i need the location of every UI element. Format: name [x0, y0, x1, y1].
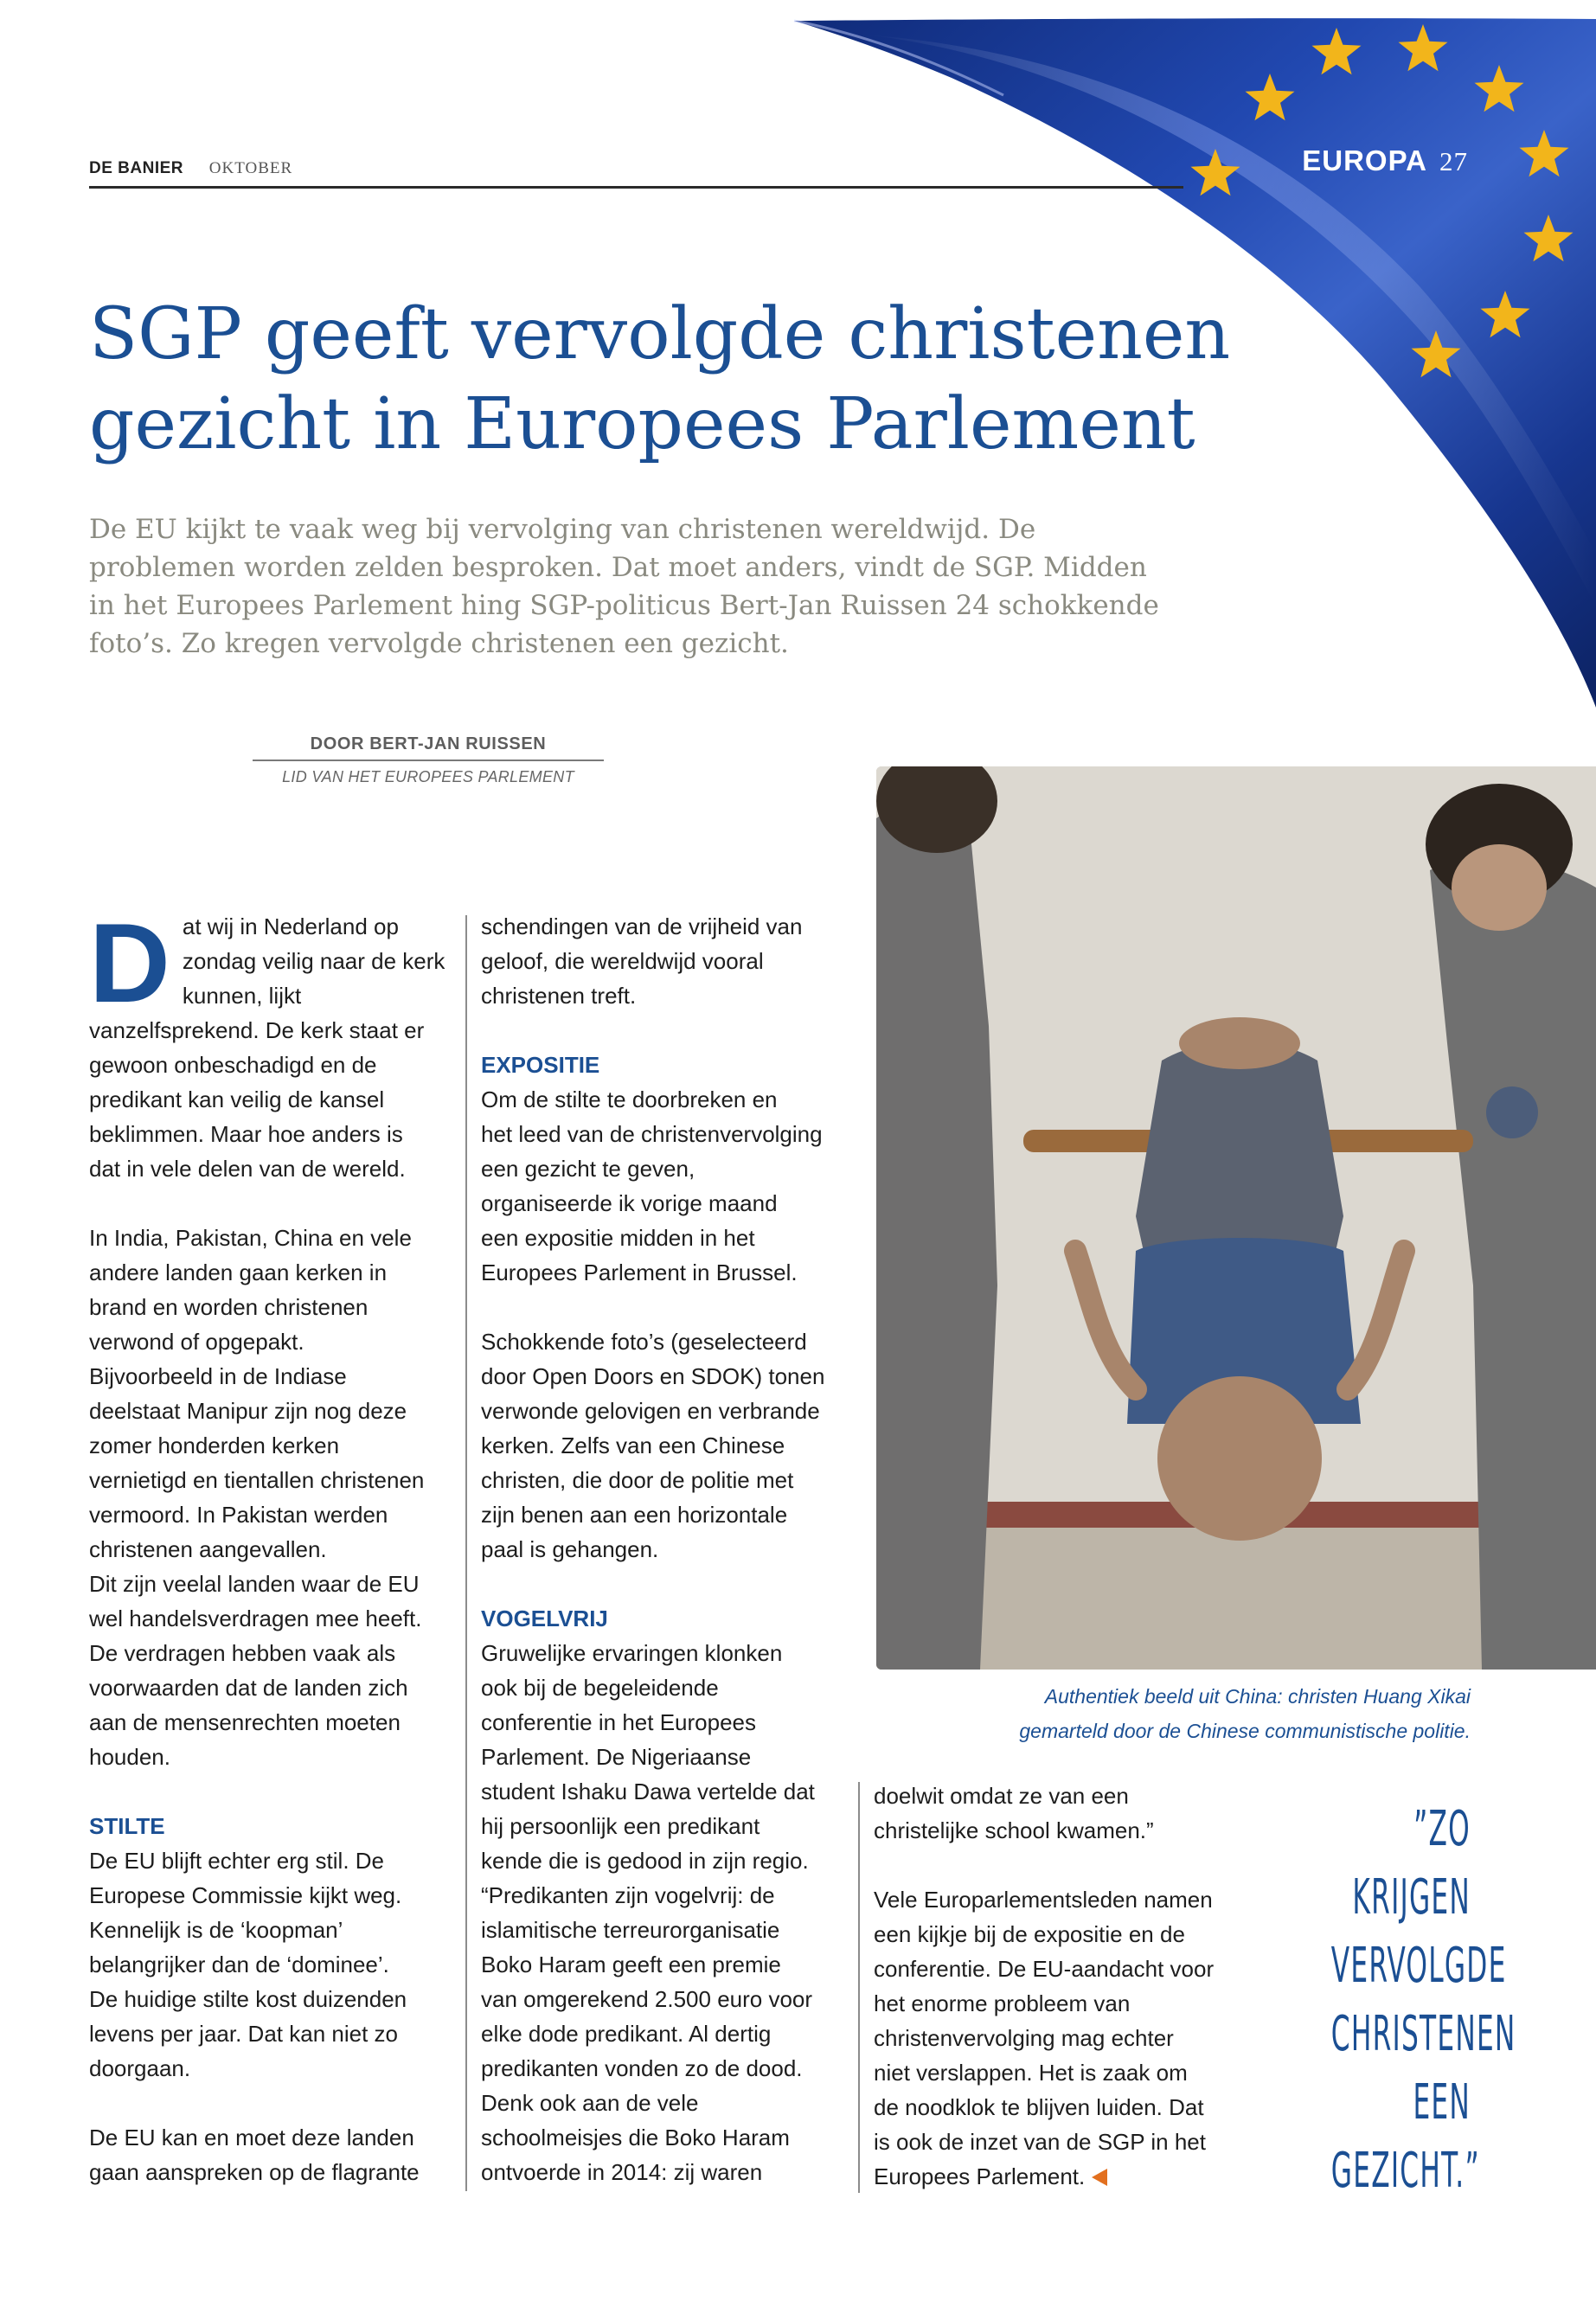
photo-caption	[876, 1679, 1471, 1748]
text-line: Vele Europarlementsleden namen	[874, 1887, 1213, 1913]
text-line: christenvervolging mag echter	[874, 2025, 1174, 2051]
running-header	[89, 159, 292, 178]
column-divider	[465, 915, 467, 2191]
intro-line: problemen worden zelden besproken. Dat moet anders, vindt de SGP. Midden	[89, 552, 1147, 583]
photo-illustration	[876, 766, 1596, 1670]
text-line: islamitische terreurorganisatie	[481, 1917, 780, 1943]
column-1	[89, 900, 452, 2189]
text-line: De verdragen hebben vaak als	[89, 1640, 396, 1666]
end-of-article-marker-icon	[1092, 2169, 1107, 2186]
text-line: schendingen van de vrijheid van	[481, 913, 803, 939]
text-line: In India, Pakistan, China en vele	[89, 1225, 412, 1251]
paragraph	[481, 1324, 844, 1567]
paragraph	[481, 1636, 844, 2189]
intro-line: De EU kijkt te vaak weg bij vervolging van christenen wereldwijd. De	[89, 514, 1036, 545]
text-line: elke dode predikant. Al dertig	[481, 2021, 772, 2047]
text-line: vernietigd en tientallen christenen	[89, 1467, 425, 1493]
pull-quote-line: GEZICHT.”	[1330, 2143, 1480, 2199]
paragraph	[89, 2120, 452, 2189]
text-line: het leed van de christenvervolging	[481, 1121, 823, 1147]
pull-quote-line: ”ZO	[1413, 1801, 1471, 1857]
text-line: De EU kan en moet deze landen	[89, 2125, 414, 2150]
text-line: voorwaarden dat de landen zich	[89, 1675, 408, 1701]
text-line: zomer honderden kerken	[89, 1433, 340, 1458]
text-line: vermoord. In Pakistan werden	[89, 1502, 388, 1528]
text-line: een expositie midden in het	[481, 1225, 755, 1251]
column-3	[874, 1779, 1241, 2194]
intro-line: foto’s. Zo kregen vervolgde christenen een gezicht.	[89, 628, 789, 659]
text-line: is ook de inzet van de SGP in het	[874, 2129, 1206, 2155]
text-line: van omgerekend 2.500 euro voor	[481, 1986, 813, 2012]
text-line: conferentie. De EU-aandacht voor	[874, 1956, 1215, 1982]
text-line: doelwit omdat ze van een	[874, 1783, 1129, 1809]
subheading-stilte: STILTE	[89, 1813, 165, 1839]
pull-quote	[1330, 1795, 1516, 2205]
text-line: Dit zijn veelal landen waar de EU	[89, 1571, 420, 1597]
text-line: conferentie in het Europees	[481, 1709, 756, 1735]
caption-line: gemarteld door de Chinese communistische politie.	[1019, 1720, 1471, 1742]
subheading-expositie: EXPOSITIE	[481, 1052, 600, 1078]
text-line: Kennelijk is de ‘koopman’	[89, 1917, 343, 1943]
text-line: houden.	[89, 1744, 170, 1770]
text-line: doorgaan.	[89, 2055, 191, 2081]
caption-line: Authentiek beeld uit China: christen Huang Xikai	[1044, 1685, 1471, 1708]
text-line: gewoon onbeschadigd en de	[89, 1052, 377, 1078]
text-line: at wij in Nederland op	[182, 913, 399, 939]
subheading-vogelvrij: VOGELVRIJ	[481, 1606, 608, 1631]
text-line: verwonde gelovigen en verbrande	[481, 1398, 820, 1424]
text-line: Om de stilte te doorbreken en	[481, 1086, 778, 1112]
text-line: christelijke school kwamen.”	[874, 1817, 1154, 1843]
text-line: Boko Haram geeft een premie	[481, 1952, 781, 1977]
text-line: De huidige stilte kost duizenden	[89, 1986, 407, 2012]
text-line: gaan aanspreken op de flagrante	[89, 2159, 420, 2185]
text-line: predikanten vonden zo de dood.	[481, 2055, 803, 2081]
paragraph	[481, 1082, 844, 1290]
intro-line: in het Europees Parlement hing SGP-politicus Bert-Jan Ruissen 24 schokkende	[89, 590, 1159, 621]
text-line: levens per jaar. Dat kan niet zo	[89, 2021, 398, 2047]
text-line: Parlement. De Nigeriaanse	[481, 1744, 752, 1770]
text-line: kende die is gedood in zijn regio.	[481, 1848, 809, 1874]
text-line: ontvoerde in 2014: zij waren	[481, 2159, 763, 2185]
article-photo	[876, 766, 1596, 1670]
author-name: DOOR BERT-JAN RUISSEN	[253, 734, 604, 761]
text-line: Europees Parlement in Brussel.	[481, 1259, 798, 1285]
title-line-1: SGP geeft vervolgde christenen	[89, 293, 1231, 375]
paragraph	[874, 1779, 1241, 1848]
paragraph	[481, 909, 844, 1013]
text-line: zijn benen aan een horizontale	[481, 1502, 788, 1528]
header-rule	[89, 186, 1183, 189]
paragraph	[89, 1221, 452, 1567]
text-line: Gruwelijke ervaringen klonken	[481, 1640, 783, 1666]
text-line: Denk ook aan de vele	[481, 2090, 699, 2116]
text-line: niet verslappen. Het is zaak om	[874, 2060, 1188, 2086]
text-line: De EU blijft echter erg stil. De	[89, 1848, 385, 1874]
text-line: aan de mensenrechten moeten	[89, 1709, 401, 1735]
text-line: belangrijker dan de ‘dominee’.	[89, 1952, 389, 1977]
text-line: schoolmeisjes die Boko Haram	[481, 2125, 790, 2150]
text-line: predikant kan veilig de kansel	[89, 1086, 385, 1112]
text-line: ook bij de begeleidende	[481, 1675, 719, 1701]
paragraph	[874, 1882, 1241, 2194]
section-label	[1302, 144, 1468, 177]
text-line: Schokkende foto’s (geselecteerd	[481, 1329, 807, 1355]
article-intro	[89, 510, 1300, 663]
text-line: wel handelsverdragen mee heeft.	[89, 1606, 422, 1631]
section-name: EUROPA	[1302, 144, 1427, 176]
text-line: geloof, die wereldwijd vooral	[481, 948, 764, 974]
text-line: brand en worden christenen	[89, 1294, 369, 1320]
text-line: christenen aangevallen.	[89, 1536, 327, 1562]
text-line: Bijvoorbeeld in de Indiase	[89, 1363, 347, 1389]
text-line: Europees Parlement.	[874, 2163, 1086, 2189]
pull-quote-line: KRIJGEN	[1352, 1869, 1471, 1926]
text-line: student Ishaku Dawa vertelde dat	[481, 1779, 815, 1804]
text-line: Europese Commissie kijkt weg.	[89, 1882, 402, 1908]
pull-quote-line: CHRISTENEN	[1330, 2006, 1516, 2062]
text-line: hij persoonlijk een predikant	[481, 1813, 760, 1839]
text-line: het enorme probleem van	[874, 1990, 1131, 2016]
text-line: christen, die door de politie met	[481, 1467, 794, 1493]
pull-quote-line: VERVOLGDE	[1330, 1938, 1507, 1994]
text-line: een gezicht te geven,	[481, 1156, 695, 1182]
text-line: paal is gehangen.	[481, 1536, 659, 1562]
text-line: deelstaat Manipur zijn nog deze	[89, 1398, 407, 1424]
text-line: organiseerde ik vorige maand	[481, 1190, 778, 1216]
paragraph	[89, 1567, 452, 1774]
text-line: andere landen gaan kerken in	[89, 1259, 388, 1285]
author-role: LID VAN HET EUROPEES PARLEMENT	[282, 768, 574, 785]
text-line: dat in vele delen van de wereld.	[89, 1156, 406, 1182]
paragraph	[89, 900, 452, 1186]
column-divider	[858, 1782, 860, 2193]
drop-cap: D	[89, 900, 170, 1026]
text-line: beklimmen. Maar hoe anders is	[89, 1121, 403, 1147]
text-line: vanzelfsprekend. De kerk staat er	[89, 1017, 425, 1043]
text-line: zondag veilig naar de kerk	[182, 948, 445, 974]
text-line: de noodklok te blijven luiden. Dat	[874, 2094, 1204, 2120]
text-line: kunnen, lijkt	[182, 983, 302, 1009]
article-title	[89, 290, 1317, 470]
text-line: een kijkje bij de expositie en de	[874, 1921, 1185, 1947]
issue-month: OKTOBER	[208, 159, 293, 177]
text-line: “Predikanten zijn vogelvrij: de	[481, 1882, 775, 1908]
text-line: christenen treft.	[481, 983, 637, 1009]
publication-name: DE BANIER	[89, 159, 184, 177]
page-number: 27	[1439, 146, 1468, 176]
text-line: kerken. Zelfs van een Chinese	[481, 1433, 785, 1458]
pull-quote-line: EEN	[1413, 2074, 1471, 2131]
paragraph	[89, 1843, 452, 2086]
text-line: door Open Doors en SDOK) tonen	[481, 1363, 825, 1389]
byline	[253, 734, 604, 786]
column-2	[481, 909, 844, 2189]
title-line-2: gezicht in Europees Parlement	[89, 383, 1195, 465]
text-line: verwond of opgepakt.	[89, 1329, 304, 1355]
